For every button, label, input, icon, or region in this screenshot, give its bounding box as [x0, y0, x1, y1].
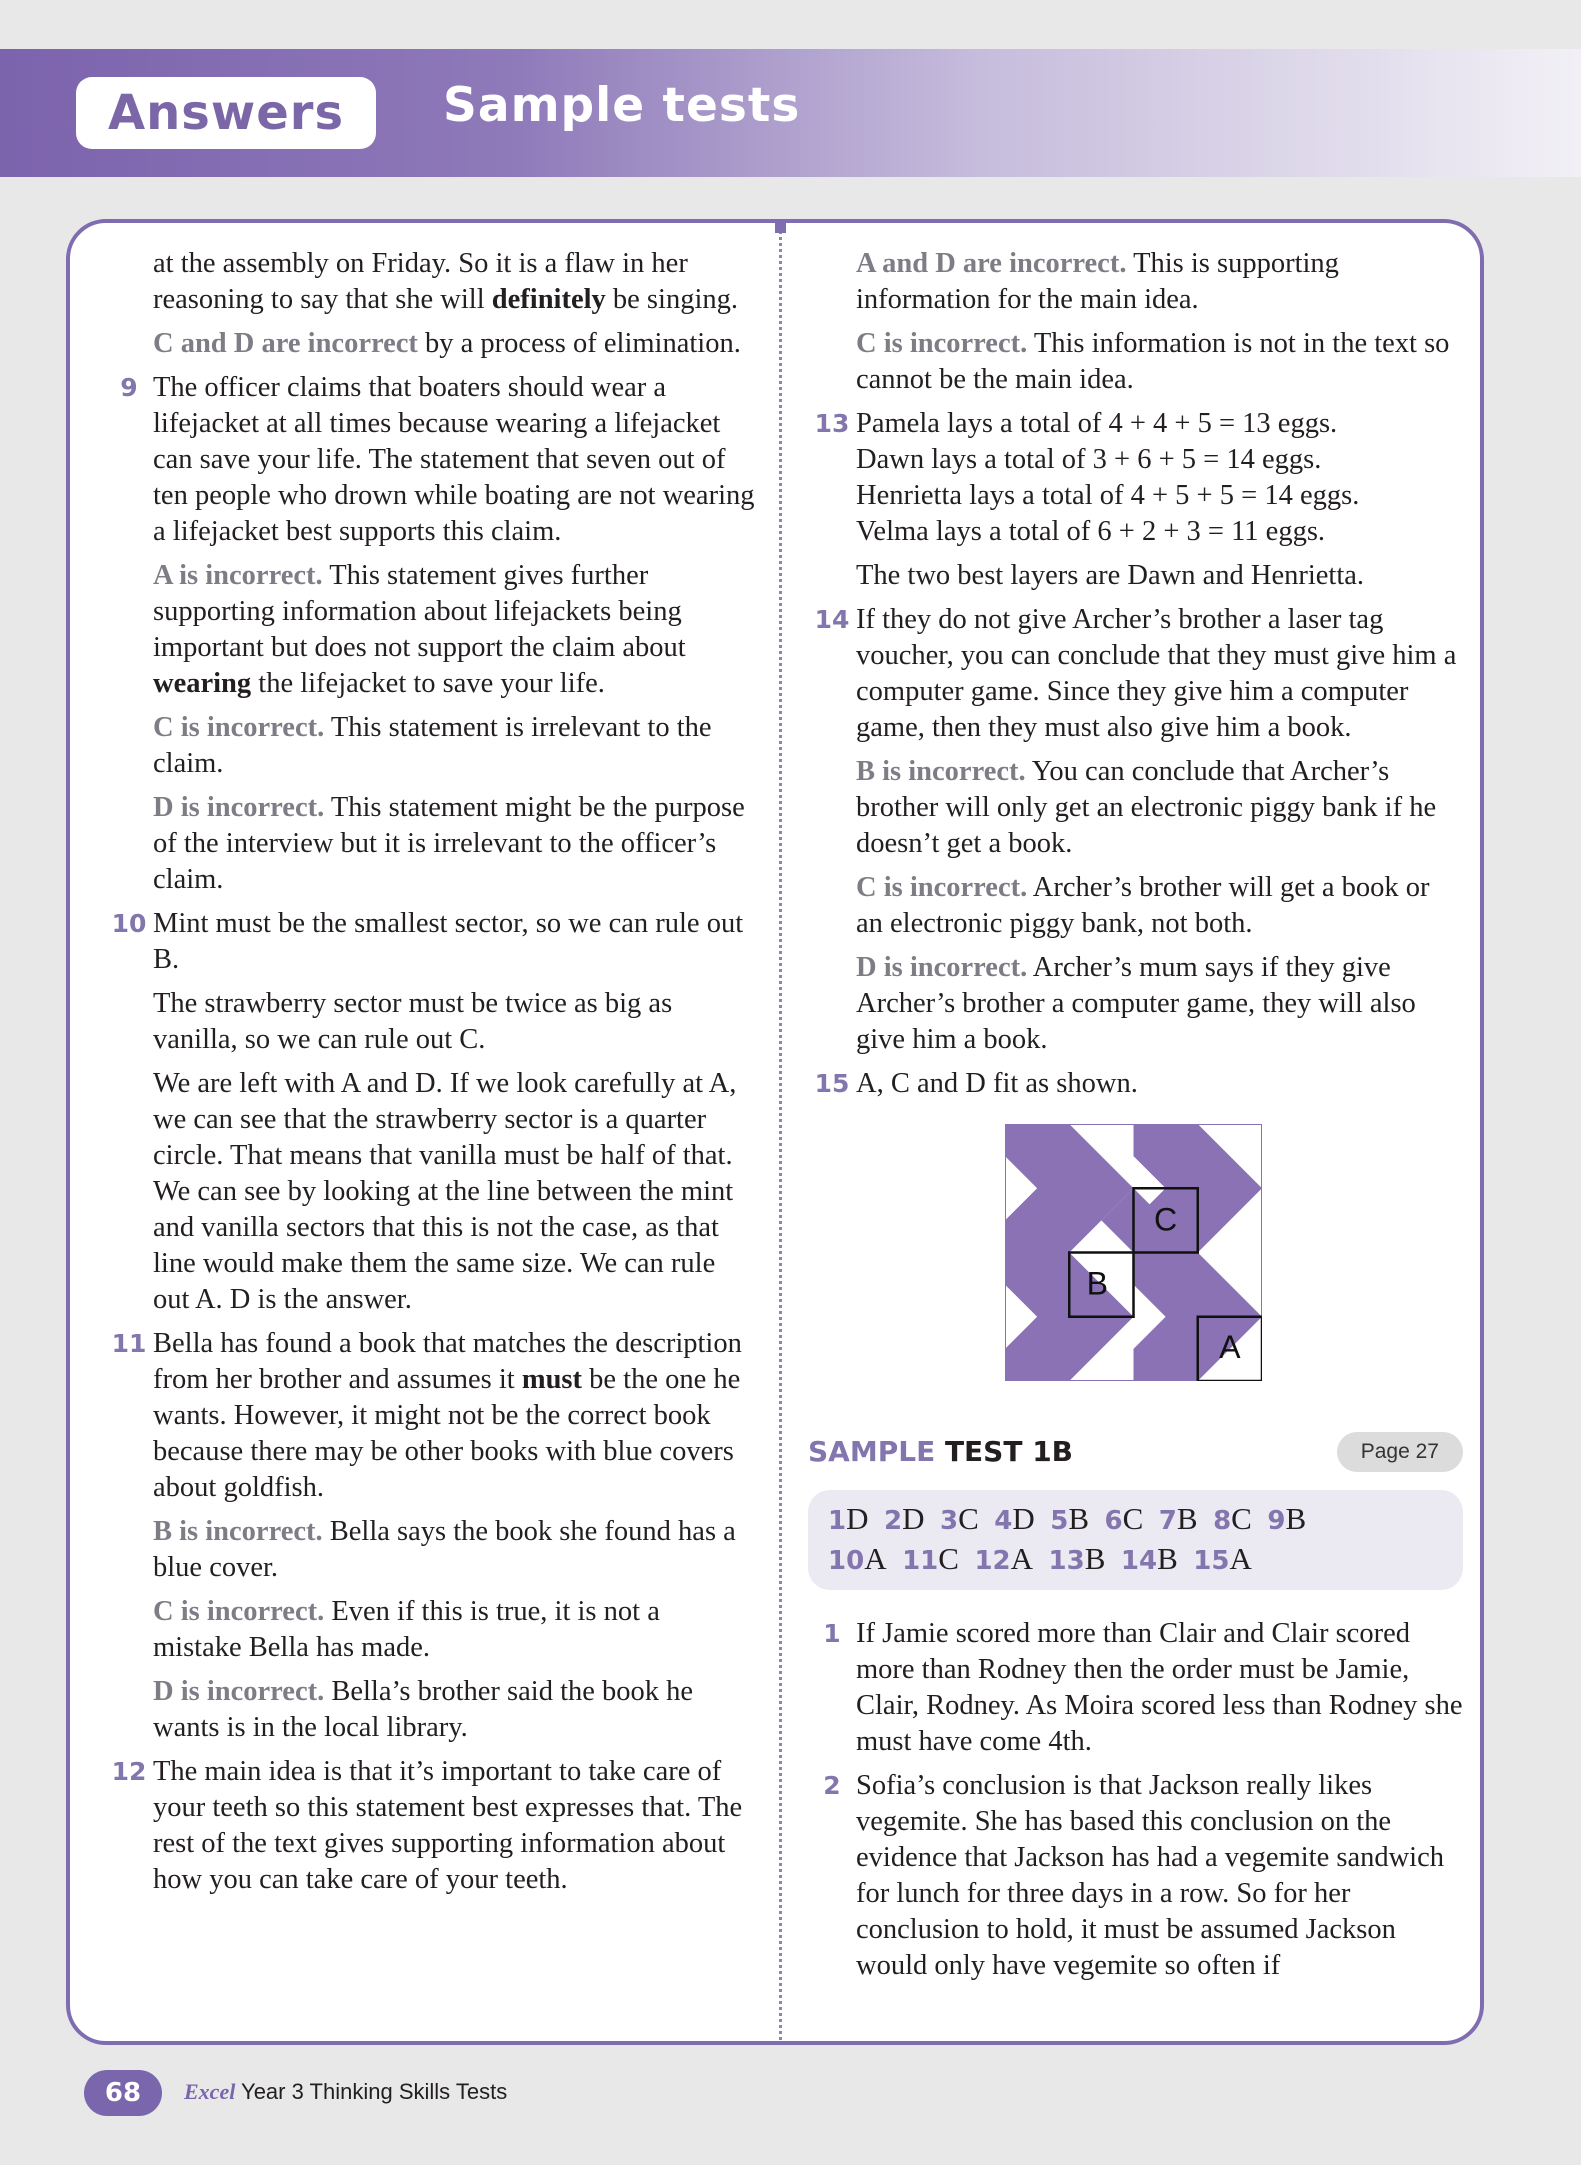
egg-line: Dawn lays a total of 3 + 6 + 5 = 14 eggs.: [856, 444, 1322, 475]
question-number: 12: [111, 1757, 147, 1786]
answer-10: [105, 906, 755, 1318]
q8-continuation: [105, 246, 755, 318]
text: This statement gives further supporting information about lifejackets being important but does not support the claim about: [153, 560, 686, 663]
incorrect-label: C is incorrect.: [153, 712, 325, 743]
answer-key-letter: C: [958, 1501, 995, 1536]
answer-text: A, C and D fit as shown.: [856, 1068, 1138, 1099]
emphasis: definitely: [491, 284, 606, 315]
text: This statement might be the purpose of the interview but it is irrelevant to the officer’s claim.: [153, 792, 745, 895]
label-c: C: [1154, 1201, 1178, 1238]
page-reference: Page 27: [1337, 1432, 1463, 1472]
explanation-c: [153, 1594, 755, 1666]
column-divider: [779, 225, 782, 2040]
text: Archer’s brother will get a book or an electronic piggy bank, not both.: [856, 872, 1430, 939]
q12-explanation-ad: [808, 246, 1463, 318]
text: Bella says the book she found has a blue cover.: [153, 1516, 736, 1583]
answer-key-number: 11: [902, 1546, 939, 1576]
question-number: 1: [823, 1619, 841, 1648]
answer-text: The main idea is that it’s important to take care of your teeth so this statement best expresses that. The rest of the text gives supporting information about how you can take care of your teeth.: [153, 1756, 743, 1895]
answer-text: If they do not give Archer’s brother a laser tag voucher, you can conclude that they must give him a computer game. Since they give him a computer game, then they must also give him a book.: [856, 604, 1457, 743]
emphasis: must: [521, 1364, 583, 1395]
text: You can conclude that Archer’s brother will only get an electronic piggy bank if he doesn’t get a book.: [856, 756, 1437, 859]
divider-cap: [775, 222, 786, 233]
explanation-a: [153, 558, 755, 702]
question-number: 10: [111, 909, 147, 938]
text: by a process of elimination.: [417, 328, 741, 359]
answer-14: [808, 602, 1463, 1058]
answer-15: [808, 1066, 1463, 1102]
answer-key-letter: B: [1176, 1501, 1214, 1536]
answer-text: Sofia’s conclusion is that Jackson really likes vegemite. She has based this conclusion on the evidence that Jackson has had a vegemite sandwich for lunch for three days in a row. So for her conclusion to hold, it must be assumed Jackson would only have vegemite so often if: [856, 1770, 1444, 1981]
right-column: [808, 246, 1463, 1992]
text: be the one he wants. However, it might not be the correct book because there may be other books with blue covers about goldfish.: [153, 1364, 741, 1503]
emphasis: wearing: [153, 668, 252, 699]
explanation-d: [856, 950, 1463, 1058]
text: This information is not in the text so cannot be the main idea.: [856, 328, 1450, 395]
left-column: [105, 246, 755, 1906]
incorrect-label: D is incorrect.: [856, 952, 1028, 983]
answer-key-number: 10: [828, 1546, 865, 1576]
answer-text: [153, 1326, 755, 1506]
incorrect-label: C is incorrect.: [153, 1596, 325, 1627]
answer-key-number: 3: [939, 1506, 959, 1536]
answer-key-number: 15: [1193, 1546, 1230, 1576]
egg-line: Henrietta lays a total of 4 + 5 + 5 = 14 eggs.: [856, 480, 1360, 511]
answers-tab-label: Answers: [107, 85, 345, 141]
page-number: 68: [84, 2070, 162, 2116]
answer-text: The strawberry sector must be twice as big as vanilla, so we can rule out C.: [153, 988, 673, 1055]
text: the lifejacket to save your life.: [251, 668, 605, 699]
question-number: 13: [814, 409, 850, 438]
question-number: 15: [814, 1069, 850, 1098]
answer-key-row: [828, 1540, 1443, 1580]
answer-text: If Jamie scored more than Clair and Clair scored more than Rodney then the order must be Jamie, Clair, Rodney. As Moira scored less than Rodney she must have come 4th.: [856, 1618, 1463, 1757]
label-b: B: [1086, 1265, 1109, 1302]
answer-key-letter: B: [1157, 1541, 1194, 1576]
explanation-d: [153, 790, 755, 898]
answer-key-letter: D: [1012, 1501, 1051, 1536]
egg-line: Velma lays a total of 6 + 2 + 3 = 11 eggs.: [856, 516, 1326, 547]
chevron-puzzle: [1005, 1124, 1262, 1381]
sample-test-header: [808, 1424, 1463, 1480]
answer-text: The two best layers are Dawn and Henrietta.: [856, 560, 1365, 591]
answer-key-number: 12: [974, 1546, 1011, 1576]
answer-text: Mint must be the smallest sector, so we can rule out B.: [153, 908, 744, 975]
answer-key-letter: D: [846, 1501, 884, 1536]
answer-key-number: 13: [1048, 1546, 1085, 1576]
title-bold: TEST 1B: [944, 1435, 1074, 1468]
text: This is supporting information for the main idea.: [856, 248, 1339, 315]
answer-13: [808, 406, 1463, 594]
brand-logo: Excel: [184, 2079, 236, 2104]
sample-test-title: [808, 1434, 1073, 1470]
footer-book-title: [184, 2079, 507, 2105]
text: Even if this is true, it is not a mistake Bella has made.: [153, 1596, 660, 1663]
explanation-c: [856, 870, 1463, 942]
question-number: 11: [111, 1329, 147, 1358]
answer-text: The officer claims that boaters should wear a lifejacket at all times because wearing a lifejacket can save your life. The statement that seven out of ten people who drown while boating are not wearing a lifejacket best supports this claim.: [153, 372, 755, 547]
incorrect-label: D is incorrect.: [153, 792, 325, 823]
text: at the assembly on Friday. So it is a flaw in her reasoning to say that she will: [153, 248, 688, 315]
incorrect-label: B is incorrect.: [856, 756, 1026, 787]
incorrect-label: B is incorrect.: [153, 1516, 323, 1547]
answer-key-number: 5: [1050, 1506, 1069, 1536]
answer-key-letter: B: [1068, 1501, 1105, 1536]
answer-key-letter: D: [902, 1501, 940, 1536]
answer-9: [105, 370, 755, 898]
book-title: Year 3 Thinking Skills Tests: [235, 2079, 508, 2104]
answer-key-number: 2: [883, 1506, 903, 1536]
question-number: 14: [814, 605, 850, 634]
sample-answer-2: [808, 1768, 1463, 1984]
answer-key-number: 7: [1158, 1506, 1177, 1536]
answer-key-number: 8: [1213, 1506, 1232, 1536]
label-a: A: [1219, 1328, 1241, 1365]
answer-key-row: [828, 1500, 1443, 1540]
incorrect-label: C is incorrect.: [856, 872, 1028, 903]
explanation-b: [153, 1514, 755, 1586]
incorrect-label: C and D are incorrect: [153, 328, 418, 359]
question-number: 9: [120, 373, 138, 402]
text: This statement is irrelevant to the claim.: [153, 712, 712, 779]
egg-totals: [856, 406, 1463, 550]
puzzle-figure: [808, 1124, 1463, 1384]
explanation-c: [153, 710, 755, 782]
answer-key-letter: B: [1084, 1541, 1121, 1576]
text: Archer’s mum says if they give Archer’s brother a computer game, they will also give him a book.: [856, 952, 1416, 1055]
answer-key-number: 9: [1267, 1506, 1286, 1536]
text: Bella’s brother said the book he wants is in the local library.: [153, 1676, 694, 1743]
answer-key-letter: A: [864, 1541, 903, 1576]
incorrect-label: A is incorrect.: [153, 560, 323, 591]
page-title: Sample tests: [443, 78, 801, 133]
incorrect-label: A and D are incorrect.: [856, 248, 1127, 279]
answer-key-letter: C: [938, 1541, 975, 1576]
sample-answer-1: [808, 1616, 1463, 1760]
question-number: 2: [823, 1771, 841, 1800]
title-light: SAMPLE: [808, 1435, 936, 1468]
answer-key-letter: B: [1285, 1501, 1307, 1536]
q8-explanation: [105, 326, 755, 362]
answers-tab: [76, 77, 376, 149]
q12-explanation-c: [808, 326, 1463, 398]
explanation-b: [856, 754, 1463, 862]
answer-key-letter: A: [1229, 1541, 1252, 1576]
answer-key-number: 4: [994, 1506, 1013, 1536]
text: be singing.: [605, 284, 738, 315]
answer-text: We are left with A and D. If we look carefully at A, we can see that the strawberry sector is a quarter circle. That means that vanilla must be half of that. We can see by looking at the line between the mint and vanilla sectors that this is not the case, as that line would make them the same size. We can rule out A. D is the answer.: [153, 1068, 737, 1315]
incorrect-label: C is incorrect.: [856, 328, 1028, 359]
answer-key-letter: C: [1122, 1501, 1159, 1536]
answer-key-box: [808, 1490, 1463, 1590]
answer-11: [105, 1326, 755, 1746]
answer-12: [105, 1754, 755, 1898]
answer-key-number: 1: [828, 1506, 847, 1536]
answer-key-number: 14: [1120, 1546, 1158, 1576]
incorrect-label: D is incorrect.: [153, 1676, 325, 1707]
egg-line: Pamela lays a total of 4 + 4 + 5 = 13 eggs.: [856, 408, 1338, 439]
answer-key-number: 6: [1104, 1506, 1123, 1536]
answer-key-letter: A: [1010, 1541, 1049, 1576]
text: Bella has found a book that matches the description from her brother and assumes it: [153, 1328, 742, 1395]
answer-key-letter: C: [1231, 1501, 1268, 1536]
explanation-d: [153, 1674, 755, 1746]
